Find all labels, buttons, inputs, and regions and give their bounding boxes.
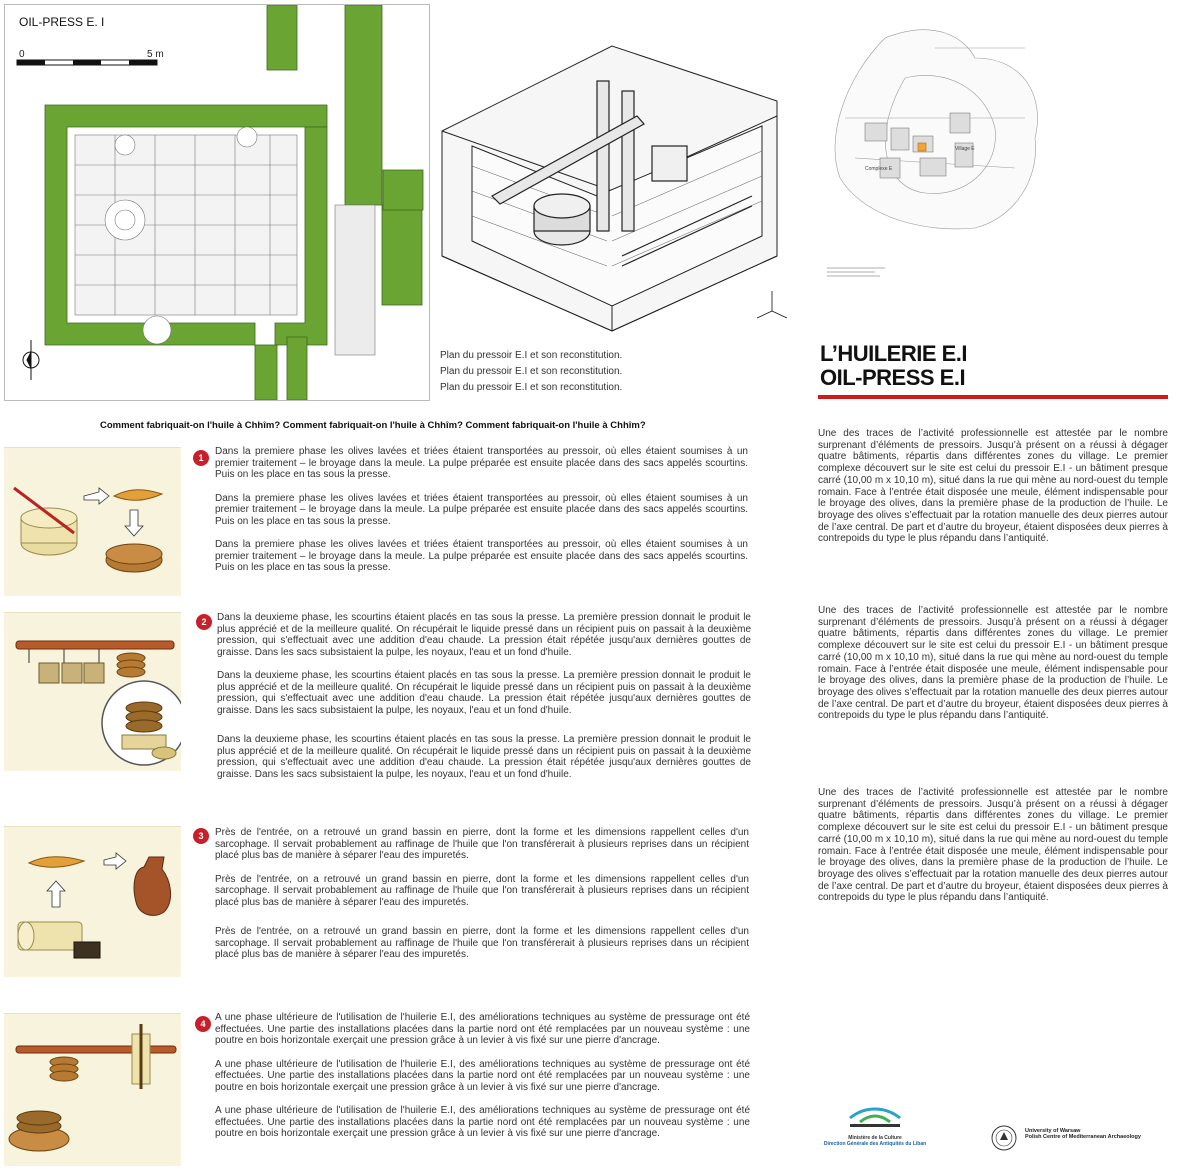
caption-list — [440, 348, 622, 396]
title-fr: L’HUILERIE E.I — [820, 341, 968, 366]
plan-drawing-frame — [4, 4, 430, 401]
step4-drawing — [4, 1014, 181, 1166]
caption-line: Plan du pressoir E.I et son reconstitution. — [440, 350, 623, 361]
scale-start-label: 0 — [19, 49, 25, 60]
section-question: Comment fabriquait-on l'huile à Chhîm? Comment fabriquait-on l'huile à Chhîm? Comment fabriquait-on l'huile à Chhîm? — [100, 420, 646, 431]
step-paragraph: Dans la deuxieme phase, les scourtins étaient placés en tas sous la presse. La première pression donnait le produit le plus apprécié et de la meilleure qualité. On récupérait le liquide pressé dans un récipient puis on passait à la deuxième pression, qui s'effectuait avec une addition d'eau chaude. La pression était répétée jusqu'aux dernières gouttes de graisse. Dans les sacs subsistaient la pulpe, les noyaux, l'eau et un fond d'huile. — [217, 670, 751, 716]
arrow-right-icon — [84, 488, 109, 504]
step-number-badge: 2 — [196, 614, 212, 630]
page-title — [820, 342, 967, 390]
step-paragraph: Près de l'entrée, on a retrouvé un grand bassin en pierre, dont la forme et les dimensions rappellent celles d'un sarcophage. Il servait probablement au raffinage de l'huile que l'on transférerait à plusieurs reprises dans un récipient placé plus bas de manière à séparer l'eau des impuretés. — [215, 873, 749, 908]
caption-line: Plan du pressoir E.I et son reconstitution. — [440, 366, 623, 377]
scale-end-label: 5 m — [147, 49, 164, 60]
arrow-down-icon — [125, 510, 143, 536]
arrow-up-icon — [47, 881, 65, 907]
step-paragraph: A une phase ultérieure de l'utilisation de l'huilerie E.I, des améliorations techniques au système de pressurage ont été effectuées. Une partie des installations placées dans la partie nord ont été remplacées par un nouveau système : une poutre en bois horizontale exerçait une pression grâce à un levier à vis fixé sur une pierre d'ancrage. — [215, 1012, 750, 1046]
plan-title: OIL-PRESS E. I — [19, 15, 105, 29]
site-map — [825, 18, 1057, 278]
step-number-badge: 4 — [195, 1016, 211, 1032]
step2-text — [217, 612, 751, 780]
ministry-line2: Direction Générale des Antiquités du Liban — [823, 1141, 927, 1147]
step1-text — [215, 446, 748, 574]
step4-text — [215, 1012, 750, 1140]
step1-illustration — [4, 447, 181, 596]
step3-illustration — [4, 826, 181, 977]
step4-illustration — [4, 1013, 181, 1166]
ministry-line1: Ministère de la Culture — [848, 1135, 902, 1141]
warsaw-seal-icon — [990, 1124, 1018, 1152]
intro-paragraph: Une des traces de l’activité professionnelle est attestée par le nombre surprenant d’éléments de pressoirs. Jusqu’à présent on a réussi à dégager quatre bâtiments, répartis dans différentes zones du village. Le premier complexe découvert sur le site est celui du pressoir E.I - un bâtiment presque carré (10,00 m x 10,10 m), situé dans la rue qui mène au nord-ouest du temple romain. Face à l’entrée était disposée une meule, élément indispensable pour le broyage des olives, dans la première phase de la production de l’huile. Le broyage des olives s’effectuait par la rotation manuelle des deux pierres autour de l’axe central. De part et d’autre du broyeur, étaient disposées deux pierres à contrepoids du type le plus répandu dans l’antiquité. — [818, 428, 1168, 545]
intro-paragraph: Une des traces de l’activité professionnelle est attestée par le nombre surprenant d’éléments de pressoirs. Jusqu’à présent on a réussi à dégager quatre bâtiments, répartis dans différentes zones du village. Le premier complexe découvert sur le site est celui du pressoir E.I - un bâtiment presque carré (10,00 m x 10,10 m), situé dans la rue qui mène au nord-ouest du temple romain. Face à l’entrée était disposée une meule, élément indispensable pour le broyage des olives, dans la première phase de la production de l’huile. Le broyage des olives s’effectuait par la rotation manuelle des deux pierres autour de l’axe central. De part et d’autre du broyeur, étaient disposées deux pierres à contrepoids du type le plus répandu dans l’antiquité. — [818, 605, 1168, 722]
warsaw-line2: Polish Centre of Mediterranean Archaeology — [1025, 1134, 1141, 1140]
title-en: OIL-PRESS E.I — [820, 365, 966, 390]
step2-drawing — [4, 613, 181, 771]
plan-pavement — [75, 127, 375, 355]
step-number-badge: 3 — [193, 828, 209, 844]
step-paragraph: Dans la deuxieme phase, les scourtins étaient placés en tas sous la presse. La première pression donnait le produit le plus apprécié et de la meilleure qualité. On récupérait le liquide pressé dans un récipient puis on passait à la deuxième pression, qui s'effectuait avec une addition d'eau chaude. La pression était répétée jusqu'aux dernières gouttes de graisse. Dans les sacs subsistaient la pulpe, les noyaux, l'eau et un fond d'huile. — [217, 734, 751, 780]
step-paragraph: Dans la premiere phase les olives lavées et triées étaient transportées au pressoir, où elles étaient soumises à un premier traitement – le broyage dans la meule. La pulpe préparée est ensuite placée dans des sacs appelés scourtins. Puis on les place en tas sous la presse. — [215, 446, 748, 480]
arrow-right-icon — [104, 853, 126, 869]
intro-paragraph: Une des traces de l’activité professionnelle est attestée par le nombre surprenant d’éléments de pressoirs. Jusqu’à présent on a réussi à dégager quatre bâtiments, répartis dans différentes zones du village. Le premier complexe découvert sur le site est celui du pressoir E.I - un bâtiment presque carré (10,00 m x 10,10 m), situé dans la rue qui mène au nord-ouest du temple romain. Face à l’entrée était disposée une meule, élément indispensable pour le broyage des olives, dans la première phase de la production de l’huile. Le broyage des olives s’effectuait par la rotation manuelle des deux pierres autour de l’axe central. De part et d’autre du broyeur, étaient disposées deux pierres à contrepoids du type le plus répandu dans l’antiquité. — [818, 787, 1168, 904]
warsaw-logo-text — [1025, 1128, 1155, 1140]
ministry-emblem-icon — [820, 1100, 930, 1130]
north-arrow-icon — [23, 340, 39, 380]
site-highlight — [918, 143, 926, 151]
step2-illustration — [4, 612, 181, 771]
step-paragraph: Près de l'entrée, on a retrouvé un grand bassin en pierre, dont la forme et les dimensions rappellent celles d'un sarcophage. Il servait probablement au raffinage de l'huile que l'on transférerait à plusieurs reprises dans un récipient placé plus bas de manière à séparer l'eau des impuretés. — [215, 926, 749, 960]
map-label-complex: Complexe E — [865, 166, 893, 172]
step-paragraph: A une phase ultérieure de l'utilisation de l'huilerie E.I, des améliorations techniques au système de pressurage ont été effectuées. Une partie des installations placées dans la partie nord ont été remplacées par un nouveau système : une poutre en bois horizontale exerçait une pression grâce à un levier à vis fixé sur une pierre d'ancrage. — [215, 1058, 750, 1093]
scale-bar — [17, 60, 157, 65]
step-paragraph: Dans la deuxieme phase, les scourtins étaient placés en tas sous la presse. La première pression donnait le produit le plus apprécié et de la meilleure qualité. On récupérait le liquide pressé dans un récipient puis on passait à la deuxième pression, qui s'effectuait avec une addition d'eau chaude. La pression était répétée jusqu'aux dernières gouttes de graisse. Dans les sacs subsistaient la pulpe, les noyaux, l'eau et un fond d'huile. — [217, 612, 751, 658]
axis-icon — [757, 291, 787, 318]
step1-drawing — [4, 448, 181, 596]
step-number-badge: 1 — [193, 450, 209, 466]
step-paragraph: Dans la premiere phase les olives lavées et triées étaient transportées au pressoir, où elles étaient soumises à un premier traitement – le broyage dans la meule. La pulpe préparée est ensuite placée dans des sacs appelés scourtins. Puis on les place en tas sous la presse. — [215, 539, 748, 573]
step-paragraph: A une phase ultérieure de l'utilisation de l'huilerie E.I, des améliorations techniques au système de pressurage ont été effectuées. Une partie des installations placées dans la partie nord ont été remplacées par un nouveau système : une poutre en bois horizontale exerçait une pression grâce à un levier à vis fixé sur une pierre d'ancrage. — [215, 1105, 750, 1139]
step-paragraph: Dans la premiere phase les olives lavées et triées étaient transportées au pressoir, où elles étaient soumises à un premier traitement – le broyage dans la meule. La pulpe préparée est ensuite placée dans des sacs appelés scourtins. Puis on les place en tas sous la presse. — [215, 492, 748, 527]
plan-drawing — [5, 5, 429, 400]
caption-line: Plan du pressoir E.I et son reconstitution. — [440, 382, 623, 393]
step3-drawing — [4, 827, 181, 977]
step3-text — [215, 827, 749, 961]
ministry-logo — [820, 1100, 930, 1158]
map-label-village: Village E — [955, 146, 975, 152]
title-underline — [818, 395, 1168, 399]
warsaw-line1: University of Warsaw — [1025, 1128, 1081, 1134]
step-paragraph: Près de l'entrée, on a retrouvé un grand bassin en pierre, dont la forme et les dimensions rappellent celles d'un sarcophage. Il servait probablement au raffinage de l'huile que l'on transférerait à plusieurs reprises dans un récipient placé plus bas de manière à séparer l'eau des impuretés. — [215, 827, 749, 861]
reconstruction-drawing — [432, 6, 802, 336]
